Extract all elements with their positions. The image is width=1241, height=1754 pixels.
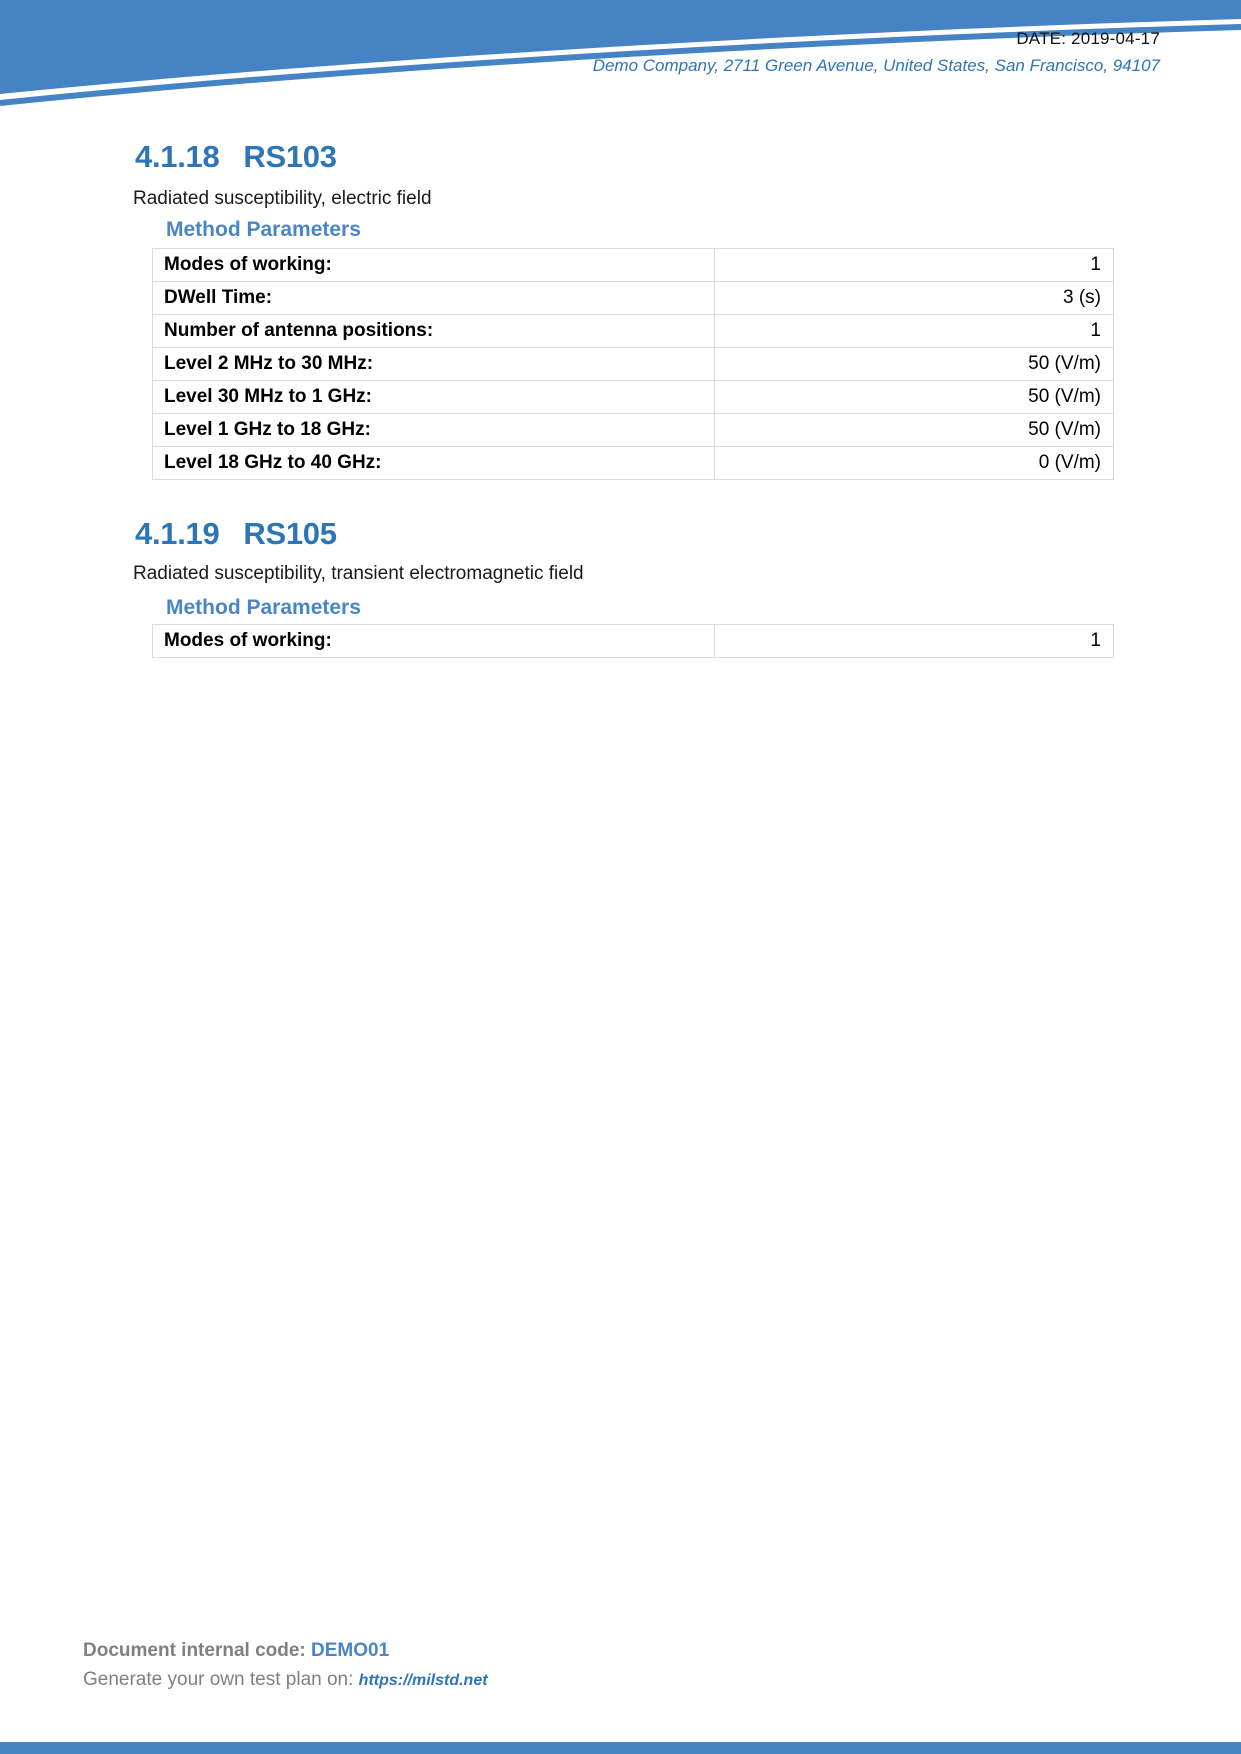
parameter-row: [153, 414, 1114, 447]
section-number: 4.1.19: [135, 516, 220, 551]
parameter-row: [153, 348, 1114, 381]
parameter-label-cell: Level 30 MHz to 1 GHz:: [153, 381, 715, 414]
parameter-value-cell: 50 (V/m): [715, 348, 1114, 381]
section-number: 4.1.18: [135, 139, 220, 174]
company-address: Demo Company, 2711 Green Avenue, United States, San Francisco, 94107: [592, 56, 1160, 75]
parameter-row: [153, 625, 1114, 658]
parameter-label-cell: Number of antenna positions:: [153, 315, 715, 348]
parameter-value-cell: 50 (V/m): [715, 414, 1114, 447]
footer-generate-line: [83, 1669, 488, 1691]
parameter-value-cell: 1: [715, 315, 1114, 348]
parameter-label-cell: Level 2 MHz to 30 MHz:: [153, 348, 715, 381]
section-title: RS105: [243, 516, 337, 551]
parameter-value-cell: 0 (V/m): [715, 447, 1114, 480]
parameter-row: [153, 315, 1114, 348]
parameter-label-cell: DWell Time:: [153, 282, 715, 315]
method-parameters-heading: Method Parameters: [166, 596, 361, 619]
parameter-value-cell: 50 (V/m): [715, 381, 1114, 414]
parameter-row: [153, 381, 1114, 414]
method-parameters-heading: Method Parameters: [166, 218, 361, 241]
section-heading-rs103: [135, 140, 337, 174]
parameter-value-cell: 1: [715, 625, 1114, 658]
generate-label: Generate your own test plan on:: [83, 1669, 359, 1690]
parameter-value-cell: 3 (s): [715, 282, 1114, 315]
internal-code-label: Document internal code:: [83, 1640, 312, 1661]
footer-internal-code: [83, 1640, 389, 1662]
generate-link[interactable]: https://milstd.net: [358, 1672, 488, 1689]
parameters-table-rs103: [152, 248, 1114, 480]
parameter-row: [153, 249, 1114, 282]
section-heading-rs105: [135, 517, 337, 551]
parameter-value-cell: 1: [715, 249, 1114, 282]
parameter-label-cell: Level 1 GHz to 18 GHz:: [153, 414, 715, 447]
parameter-label-cell: Level 18 GHz to 40 GHz:: [153, 447, 715, 480]
parameters-table-rs105: [152, 624, 1114, 658]
bottom-accent-bar: [0, 1742, 1241, 1754]
parameter-row: [153, 447, 1114, 480]
internal-code-value: DEMO01: [311, 1640, 390, 1661]
parameter-row: [153, 282, 1114, 315]
section-description: Radiated susceptibility, electric field: [133, 188, 432, 209]
document-date: DATE: 2019-04-17: [1016, 29, 1160, 48]
section-title: RS103: [243, 139, 337, 174]
parameter-label-cell: Modes of working:: [153, 625, 715, 658]
section-description: Radiated susceptibility, transient electromagnetic field: [133, 563, 584, 584]
parameter-label-cell: Modes of working:: [153, 249, 715, 282]
